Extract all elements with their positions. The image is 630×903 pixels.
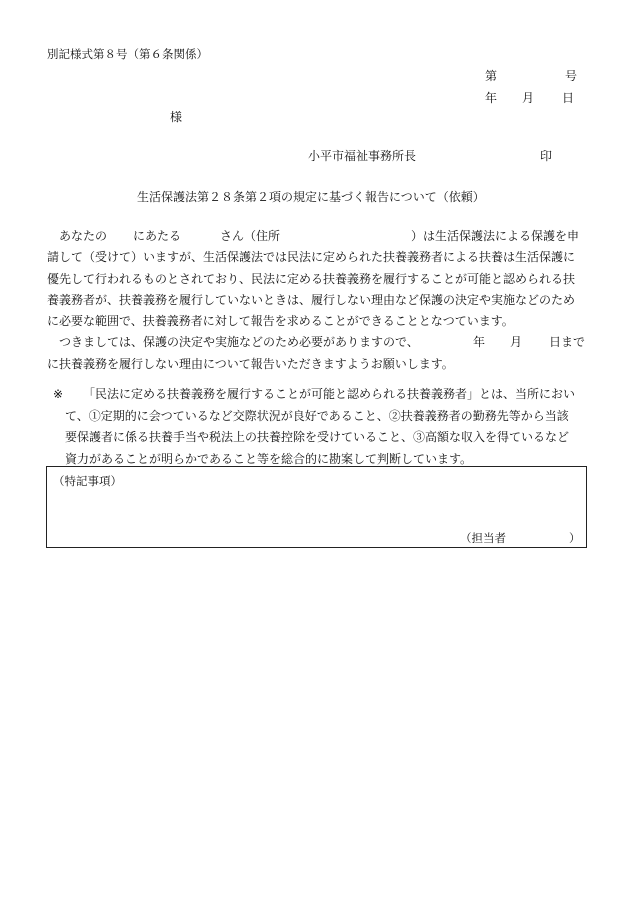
body-p2-day: 日まで — [549, 335, 586, 350]
form-id: 別記様式第８号（第６条関係） — [47, 47, 208, 61]
body-p1-a: あなたの — [59, 229, 108, 243]
body-p1-d: ）は生活保護法による保護を申 — [411, 229, 580, 243]
body-line-3: 優先して行われるものとされており、民法に定める扶養義務を履行することが可能と認められる扶 — [47, 271, 576, 286]
body-line-5: に必要な範囲で、扶養義務者に対して報告を求めることができることとなつています。 — [47, 314, 514, 329]
body-p2-a: つきましては、保護の決定や実施などのため必要がありますので、 — [59, 335, 419, 350]
body-line-4: 養義務者が、扶養義務を履行していないときは、履行しない理由など保護の決定や実施などのため — [47, 292, 576, 307]
body-p1-c: さん（住所 — [220, 229, 281, 243]
note-line-4: 資力があることが明らかであること等を総合的に勘案して判断しています。 — [65, 451, 473, 466]
staff-close-paren: ） — [569, 531, 581, 545]
seal-mark: 印 — [540, 149, 553, 163]
special-remarks-label: （特記事項） — [53, 474, 122, 488]
note-line-1 — [53, 384, 593, 406]
date-month-label: 月 — [522, 91, 535, 105]
body-text — [47, 226, 592, 375]
body-line-7: に扶養義務を履行しない理由について報告いただきますようお願いします。 — [47, 356, 454, 371]
addressee-suffix: 様 — [170, 110, 183, 124]
body-line-1 — [47, 226, 592, 247]
body-p2-year: 年 — [473, 335, 486, 350]
body-line-6 — [47, 332, 592, 353]
special-remarks-box[interactable] — [46, 466, 587, 548]
date-day-label: 日 — [562, 91, 575, 105]
reference-number-suffix: 号 — [565, 69, 578, 83]
note-line-1-text: 「民法に定める扶養義務を履行することが可能と認められる扶養義務者」とは、当所におい — [83, 387, 576, 401]
note-block — [53, 384, 593, 470]
reference-number-prefix: 第 — [485, 69, 498, 83]
note-line-2: て、①定期的に会つているなど交際状況が良好であること、②扶養義務者の勤務先等から当該 — [65, 408, 569, 423]
body-p1-b: にあたる — [133, 229, 182, 243]
issuer-name: 小平市福祉事務所長 — [308, 149, 417, 163]
staff-label: （担当者 — [460, 531, 506, 545]
note-mark: ※ — [53, 387, 64, 401]
body-p2-month: 月 — [510, 335, 523, 350]
date-year-label: 年 — [485, 91, 498, 105]
body-line-2: 請して（受けて）いますが、生活保護法では民法に定められた扶養義務者による扶養は生活保護に — [47, 250, 576, 265]
document-title: 生活保護法第２８条第２項の規定に基づく報告について（依頼） — [137, 190, 485, 204]
note-line-3: 要保護者に係る扶養手当や税法上の扶養控除を受けていること、③高額な収入を得ているなど — [65, 430, 570, 444]
